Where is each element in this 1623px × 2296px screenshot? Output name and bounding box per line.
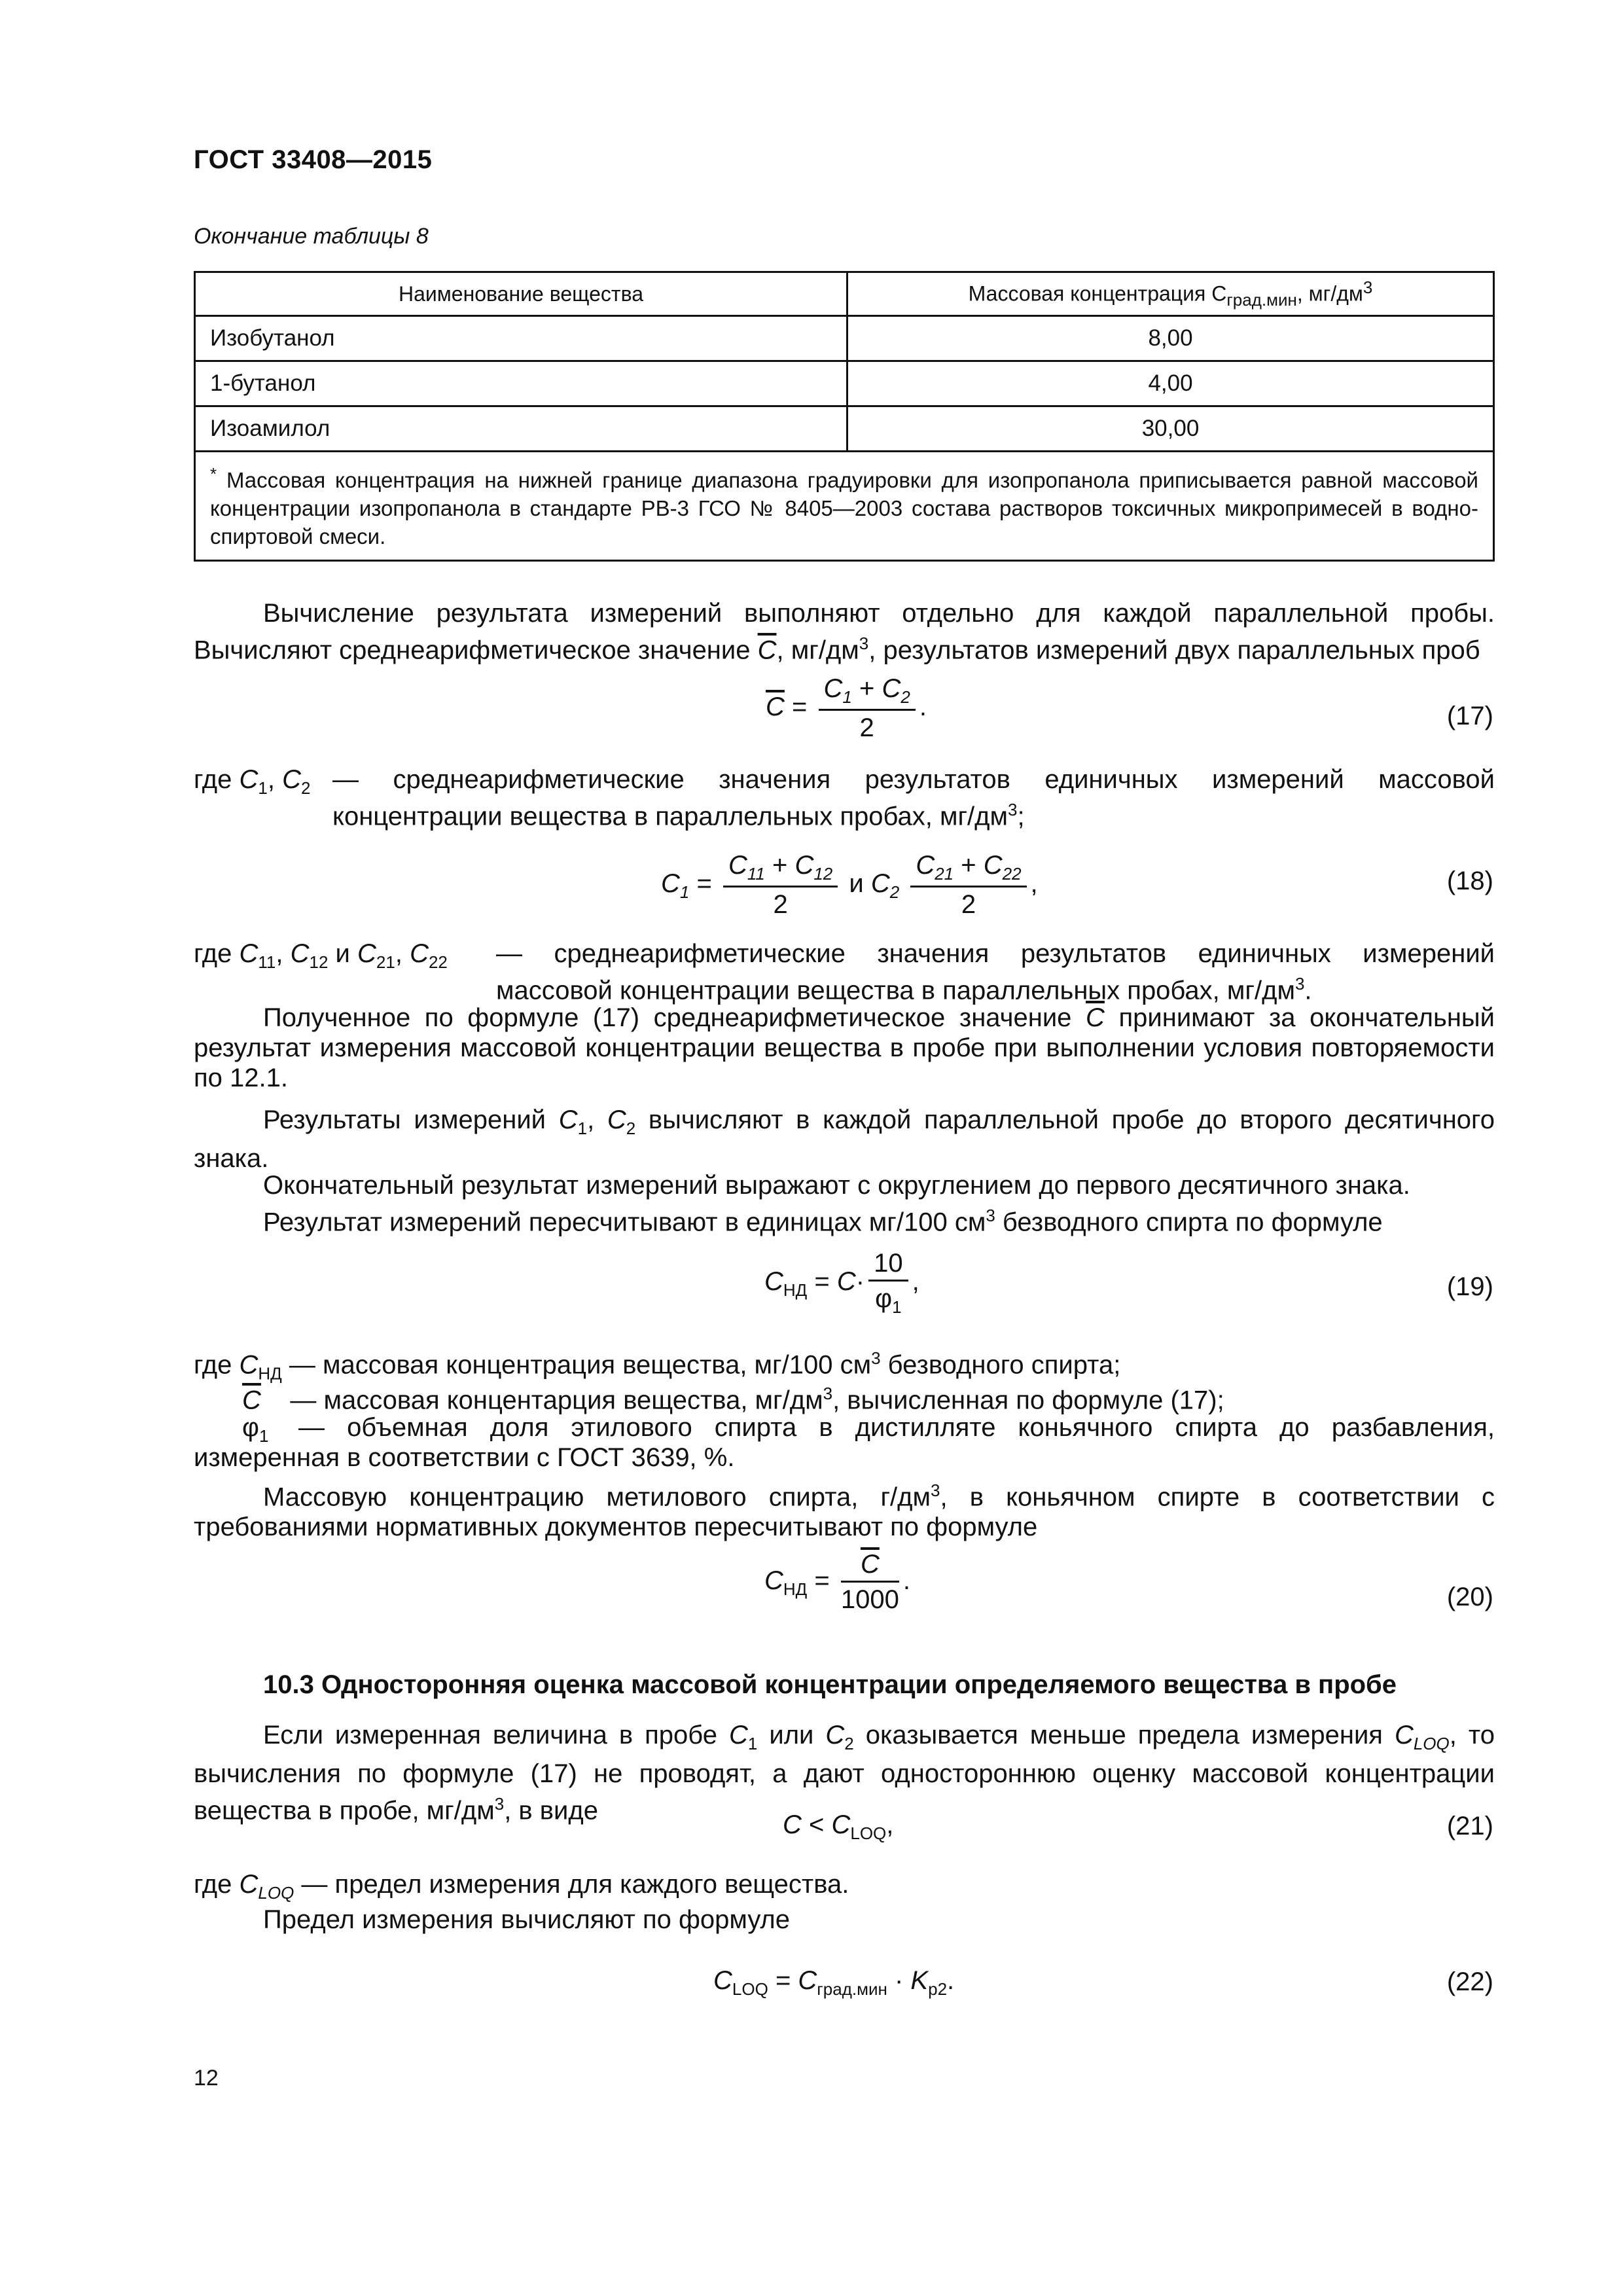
where-c11-c22-definition: — среднеарифметические значения результатов единичных измерений массовой концентрации вещества в параллельных пробах, $мг/дм^3$. [496, 939, 1495, 1005]
substance-name: 1-бутанол [195, 361, 847, 406]
equation-number-18: (18) [1446, 867, 1493, 895]
equation-number-17: (17) [1446, 702, 1493, 730]
table-row [195, 361, 1494, 406]
where-label: где $C_1$, $C_2$ [194, 765, 311, 798]
concentration-value: 4,00 [847, 361, 1494, 406]
table-footnote-row [195, 452, 1494, 561]
equation-number-22: (22) [1446, 1967, 1493, 1996]
paragraph-limit-formula: Предел измерения вычисляют по формуле [263, 1905, 791, 1934]
where-label: где $C_{11}$, $C_{12}$ и $C_{21}$, $C_{22}$ [194, 939, 448, 972]
where-cloq-definition: где $C_{LOQ}$ — предел измерения для каждого вещества. [194, 1870, 849, 1903]
page-number: 12 [194, 2066, 219, 2090]
paragraph-final-result: Полученное по формуле (17) среднеарифметическое значение $\overline{C}$ принимают за окончательный результат измерения массовой концентрации вещества в пробе при выполнении условия повторяемости по 12.1. [194, 1003, 1495, 1092]
table-header-row [195, 272, 1494, 316]
paragraph-mean-calculation: Вычисление результата измерений выполняют отдельно для каждой параллельной пробы. Вычисляют среднеарифметическое значение $\overline{C}$, $мг/дм^3$, результатов измерений двух параллельных проб [194, 599, 1495, 665]
concentration-value: 30,00 [847, 406, 1494, 452]
equation-number-19: (19) [1446, 1272, 1493, 1301]
equation-number-21: (21) [1446, 1812, 1493, 1840]
table-row [195, 406, 1494, 452]
equation-19: $C_{НД} = C\cdot$ $\frac{10}{\varphi_1}$ , [764, 1249, 919, 1317]
where-c1-c2-definition: — среднеарифметические значения результатов единичных измерений массовой концентрации вещества в параллельных пробах, $мг/дм^3$; [332, 765, 1495, 831]
document-code: ГОСТ 33408—2015 [194, 145, 433, 174]
equation-22: $C_{LOQ} = C_{град.мин} \cdot K_{р2}$. [713, 1966, 955, 1999]
substance-table [194, 271, 1495, 562]
equation-17: $\overline{C}$ = $\frac{C_1 + C_2}{2}$ . [766, 674, 927, 742]
paragraph-recalc: Результат измерений пересчитывают в единицах мг/100 $см^3$ безводного спирта по формуле [263, 1206, 1383, 1237]
table-caption: Окончание таблицы 8 [194, 224, 429, 249]
equation-18: $C_1$ = $\frac{C_{11} + C_{12}}{2}$ и $C_2$ $\frac{C_{21} + C_{22}}{2}$ , [661, 851, 1038, 919]
column-header-concentration: Массовая концентрация $C_{град.мин}$, $мг/дм^3$ [847, 272, 1494, 316]
paragraph-methanol: Массовую концентрацию метилового спирта, $г/дм^3$, в коньячном спирте в соответствии с требованиями нормативных документов пересчитывают по формуле [194, 1480, 1495, 1542]
substance-name: Изобутанол [195, 316, 847, 361]
concentration-value: 8,00 [847, 316, 1494, 361]
equation-21: $C < C_{LOQ}$, [783, 1810, 894, 1843]
table-footnote: * Массовая концентрация на нижней границе диапазона градуировки для изопропанола приписывается равной массовой концентрации изопропанола в стандарте РВ-3 ГСО № 8405—2003 состава растворов токсичных микропримесей в водно-спиртовой смеси. [195, 452, 1494, 561]
substance-name: Изоамилол [195, 406, 847, 452]
paragraph-rounding-first: Окончательный результат измерений выражают с округлением до первого десятичного знака. [263, 1171, 1410, 1200]
paragraph-one-sided: Если измеренная величина в пробе $C_1$ или $C_2$ оказывается меньше предела измерения $C_{LOQ}$, то вычисления по формуле (17) не проводят, а дают одностороннюю оценку массовой концентрации вещества в пробе, $мг/дм^3$, в виде [194, 1721, 1495, 1825]
where-cnd-definition: где $C_{НД}$ — массовая концентрация вещества, мг/100 $см^3$ безводного спирта; [194, 1348, 1121, 1384]
equation-20: $C_{НД}$ = $\frac{\overline{C}}{1000}$ . [764, 1550, 910, 1614]
where-phi-definition: — объемная доля этилового спирта в дистилляте коньячного спирта до разбавления, измеренная в соответствии с ГОСТ 3639, %. [194, 1413, 1495, 1472]
column-header-substance: Наименование вещества [195, 272, 847, 316]
table-row [195, 316, 1494, 361]
equation-number-20: (20) [1446, 1583, 1493, 1611]
section-title-10-3: 10.3 Односторонняя оценка массовой концентрации определяемого вещества в пробе [263, 1670, 1397, 1699]
paragraph-rounding-second: Результаты измерений $C_1$, $C_2$ вычисляют в каждой параллельной пробе до второго десятичного знака. [194, 1105, 1495, 1173]
where-c-mean-definition: $\overline{C}$ — массовая концентарция вещества, $мг/дм^3$, вычисленная по формуле (17); [242, 1384, 1224, 1415]
phi-symbol: $\varphi_1$ [242, 1413, 269, 1446]
